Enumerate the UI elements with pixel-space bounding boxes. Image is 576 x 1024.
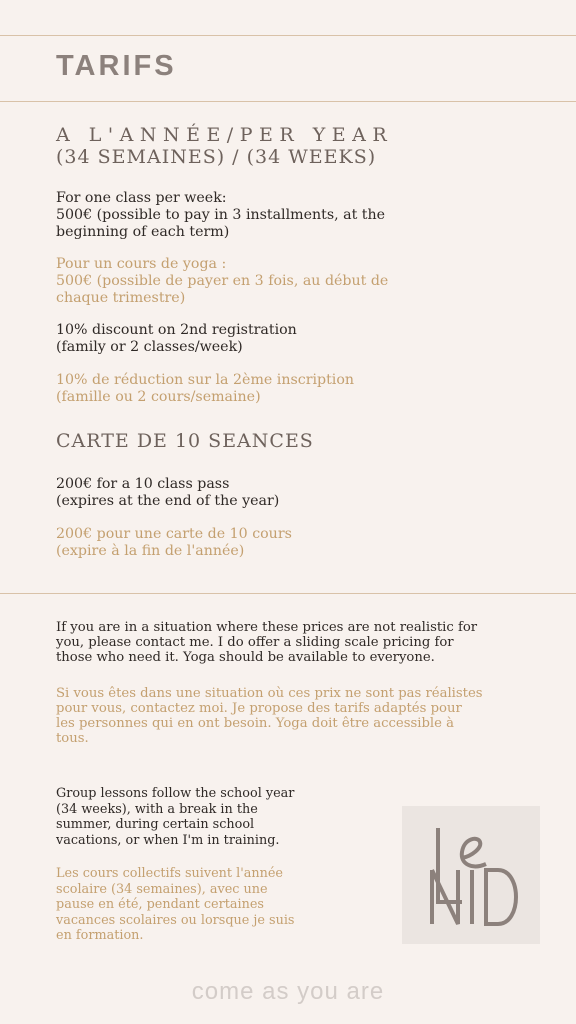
schedule-french: Les cours collectifs suivent l'année scolaire (34 semaines), avec une pause en été, pendant certaines vacances scolaires ou lorsque je suis en formation. — [56, 866, 295, 943]
year-price-french: Pour un cours de yoga : 500€ (possible de payer en 3 fois, au début de chaque trimestre) — [56, 256, 389, 306]
leniid-monogram-logo — [402, 806, 540, 944]
pass-heading: CARTE DE 10 SEANCES — [56, 430, 314, 452]
year-price-english: For one class per week: 500€ (possible to pay in 3 installments, at the beginning of each term) — [56, 190, 386, 240]
sliding-scale-french: Si vous êtes dans une situation où ces prix ne sont pas réalistes pour vous, contactez moi. Je propose des tarifs adaptés pour les personnes qui en ont besoin. Yoga doit être accessible à tous. — [56, 686, 483, 746]
discount-english: 10% discount on 2nd registration (family or 2 classes/week) — [56, 322, 297, 355]
logo-mark — [402, 806, 540, 944]
schedule-english: Group lessons follow the school year (34 weeks), with a break in the summer, during certain school vacations, or when I'm in training. — [56, 786, 295, 848]
pass-french: 200€ pour une carte de 10 cours (expire à la fin de l'année) — [56, 526, 292, 559]
top-divider — [0, 35, 576, 36]
pass-english: 200€ for a 10 class pass (expires at the end of the year) — [56, 476, 280, 509]
year-heading: A L'ANNÉE/PER YEAR — [56, 124, 394, 146]
year-subheading: (34 SEMAINES) / (34 WEEKS) — [56, 146, 377, 168]
discount-french: 10% de réduction sur la 2ème inscription (famille ou 2 cours/semaine) — [56, 372, 355, 405]
sliding-scale-english: If you are in a situation where these prices are not realistic for you, please contact me. I do offer a sliding scale pricing for those who need it. Yoga should be available to everyone. — [56, 620, 478, 665]
footer-tagline: come as you are — [191, 978, 385, 1005]
page-title: TARIFS — [56, 50, 177, 82]
title-divider — [0, 101, 576, 102]
section-divider — [0, 593, 576, 594]
